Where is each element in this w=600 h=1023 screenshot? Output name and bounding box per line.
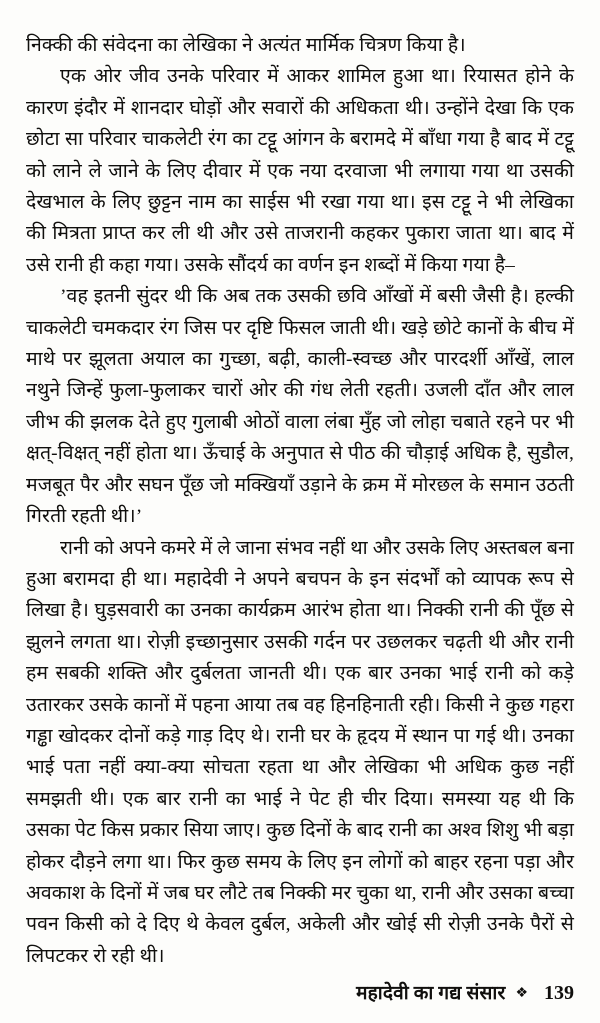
paragraph-quoted-description: ’वह इतनी सुंदर थी कि अब तक उसकी छवि आँखों में बसी जैसी है। हल्की चाकलेटी चमकदार रंग जिस पर दृष्टि फिसल जाती थी। खड़े छोटे कानों के बीच में माथे पर झूलता अयाल का गुच्छा, बढ़ी, काली-स्वच्छ और पारदर्शी आँखें, लाल नथुने जिन्हें फुला-फुलाकर चारों ओर की गंध लेती रहती। उजली दाँत और लाल जीभ की झलक देते हुए गुलाबी ओठों वाला लंबा मुँह जो लोहा चबाते रहने पर भी क्षत्-विक्षत् नहीं होता था। ऊँचाई के अनुपात से पीठ की चौड़ाई अधिक है, सुडौल, मजबूत पैर और सघन पूँछ जो मक्खियाँ उड़ाने के क्रम में मोरछल के समान उठती गिरती रहती थी।’	[26, 286, 574, 528]
footer-book-title: महादेवी का गद्य संसार	[356, 983, 506, 1004]
paragraph-opening-line: निक्की की संवेदना का लेखिका ने अत्यंत मार्मिक चित्रण किया है।	[26, 35, 466, 56]
paragraph-rani-stable: रानी को अपने कमरे में ले जाना संभव नहीं था और उसके लिए अस्तबल बना हुआ बरामदा ही था। महादेवी ने अपने बचपन के इन संदर्भों को व्यापक रूप से लिखा है। घुड़सवारी का उनका कार्यक्रम आरंभ होता था। निक्की रानी की पूँछ से झुलने लगता था। रोज़ी इच्छानुसार उसकी गर्दन पर उछलकर चढ़ती थी और रानी हम सबकी शक्ति और दुर्बलता जानती थी। एक बार उनका भाई रानी को कड़े उतारकर उसके कानों में पहना आया तब वह हिनहिनाती रही। किसी ने कुछ गहरा गड्ढा खोदकर दोनों कड़े गाड़ दिए थे। रानी घर के हृदय में स्थान पा गई थी। उनका भाई पता नहीं क्या-क्या सोचता रहता था और लेखिका भी अधिक कुछ नहीं समझती थी। एक बार रानी का भाई ने पेट ही चीर दिया। समस्या यह थी कि उसका पेट किस प्रकार सिया जाए। कुछ दिनों के बाद रानी का अश्व शिशु भी बड़ा होकर दौड़ने लगा था। फिर कुछ समय के लिए इन लोगों को बाहर रहना पड़ा और अवकाश के दिनों में जब घर लौटे तब निक्की मर चुका था, रानी और उसका बच्चा पवन किसी को दे दिए थे केवल दुर्बल, अकेली और खोई सी रोज़ी उनके पैरों से लिपटकर रो रही थी।	[26, 537, 574, 967]
paragraph-horse-arrival: एक ओर जीव उनके परिवार में आकर शामिल हुआ था। रियासत होने के कारण इंदौर में शानदार घोड़ों और सवारों की अधिकता थी। उन्होंने देखा कि एक छोटा सा परिवार चाकलेटी रंग का टट्टू आंगन के बरामदे में बाँधा गया है बाद में टट्टू को लाने ले जाने के लिए दीवार में एक नया दरवाजा भी लगाया गया था उसकी देखभाल के लिए छुट्टन नाम का साईस भी रखा गया था। इस टट्टू ने भी लेखिका की मित्रता प्राप्त कर ली थी और उसे ताजरानी कहकर पुकारा जाता था। बाद में उसे रानी ही कहा गया। उसके सौंदर्य का वर्णन इन शब्दों में किया गया है–	[26, 66, 574, 276]
diamond-ornament-icon: ❖	[515, 986, 528, 1001]
page-footer	[26, 979, 574, 1005]
page-body	[26, 30, 574, 972]
page-number: 139	[544, 982, 574, 1004]
